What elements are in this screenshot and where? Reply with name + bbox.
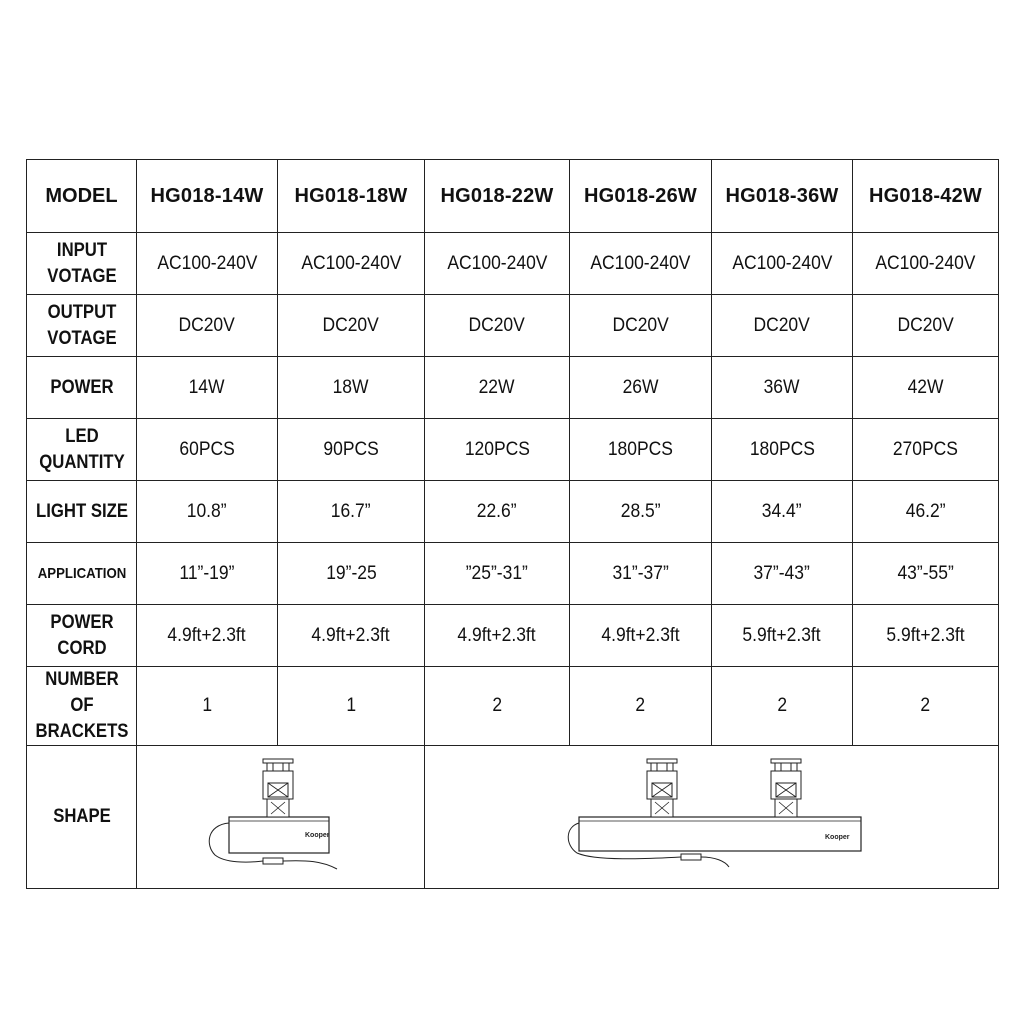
row-label-line2: BRACKETS [35, 721, 128, 742]
spec-value: 36W [764, 376, 800, 398]
spec-value: 120PCS [464, 438, 530, 460]
spec-value: AC100-240V [875, 252, 976, 274]
spec-value: 4.9ft+2.3ft [601, 624, 680, 646]
spec-table [26, 159, 999, 889]
spec-value: 34.4” [762, 500, 802, 522]
row-label-line1: INPUT [56, 239, 107, 261]
spec-value: AC100-240V [300, 252, 402, 274]
spec-value: 11”-19” [179, 562, 235, 584]
spec-value: 270PCS [892, 438, 959, 460]
row-label-line1: LIGHT SIZE [35, 500, 128, 522]
spec-value: 1 [202, 695, 212, 716]
power-row [27, 357, 999, 419]
led-quantity-row [27, 419, 999, 481]
shape-label: SHAPE [52, 806, 111, 827]
single-bracket-light-bar-illustration [137, 747, 423, 887]
spec-value: 43”-55” [897, 562, 954, 584]
bracket-icon [263, 759, 293, 817]
row-label-line2: CORD [56, 637, 107, 659]
bracket-icon [771, 759, 801, 817]
spec-value: 2 [777, 695, 787, 716]
spec-value: 22.6” [477, 500, 517, 522]
row-label [33, 295, 130, 357]
row-label [33, 357, 130, 419]
power-cord-row [27, 605, 999, 667]
row-label [33, 605, 130, 667]
model-name: HG018-26W [570, 160, 712, 233]
input-voltage-row [27, 233, 999, 295]
row-label [33, 481, 130, 543]
spec-value: 4.9ft+2.3ft [457, 624, 537, 646]
row-label-line2: QUANTITY [38, 451, 125, 473]
model-header-label: MODEL [27, 160, 137, 233]
spec-value: 5.9ft+2.3ft [886, 624, 965, 646]
row-label [33, 746, 130, 889]
spec-value: 2 [635, 695, 646, 716]
row-label-line1: POWER [49, 376, 114, 398]
shape-row [27, 746, 999, 889]
spec-value: 42W [907, 376, 944, 398]
spec-value: AC100-240V [156, 252, 258, 274]
model-name: HG018-18W [278, 160, 425, 233]
spec-value: 5.9ft+2.3ft [742, 624, 822, 646]
spec-value: 1 [346, 695, 356, 716]
row-label-line2: VOTAGE [46, 265, 117, 287]
spec-value: 37”-43” [753, 562, 811, 584]
bracket-icon [647, 759, 677, 817]
model-name: HG018-22W [425, 160, 570, 233]
spec-value: AC100-240V [446, 252, 548, 274]
row-label [33, 667, 130, 746]
spec-value: 22W [479, 376, 515, 398]
spec-value: 14W [189, 376, 225, 398]
row-label [33, 233, 130, 295]
spec-value: 4.9ft+2.3ft [167, 624, 247, 646]
spec-value: DC20V [897, 314, 954, 336]
spec-value: 60PCS [179, 438, 235, 460]
spec-value: 16.7” [331, 500, 371, 522]
row-label-line1: LED [64, 425, 99, 447]
spec-value: 4.9ft+2.3ft [311, 624, 391, 646]
spec-value: 18W [333, 376, 369, 398]
spec-value: 26W [622, 376, 659, 398]
spec-value: 10.8” [187, 500, 227, 522]
light-size-row [27, 481, 999, 543]
spec-value: 19”-25 [325, 562, 377, 584]
model-name: HG018-42W [853, 160, 999, 233]
single-bracket-shape-cell [137, 746, 425, 889]
spec-value: 31”-37” [612, 562, 669, 584]
model-name: HG018-36W [712, 160, 853, 233]
row-label-line1: APPLICATION [37, 564, 126, 582]
spec-value: DC20V [612, 314, 669, 336]
spec-value: DC20V [178, 314, 236, 336]
spec-value: 90PCS [323, 438, 379, 460]
spec-value: AC100-240V [590, 252, 691, 274]
spec-value: DC20V [322, 314, 380, 336]
row-label-line2: VOTAGE [46, 327, 117, 349]
spec-value: ”25”-31” [465, 562, 529, 584]
output-voltage-row [27, 295, 999, 357]
row-label-line1: NUMBER OF [44, 669, 119, 716]
brand-logo: Kooper [825, 834, 850, 841]
model-name: HG018-14W [137, 160, 278, 233]
spec-value: DC20V [468, 314, 526, 336]
row-label [33, 543, 130, 605]
brackets-row [27, 667, 999, 746]
brand-logo: Kooper [305, 832, 330, 839]
spec-value: 46.2” [905, 500, 946, 522]
row-label-line1: OUTPUT [47, 301, 116, 323]
spec-value: 2 [920, 695, 931, 716]
double-bracket-light-bar-illustration [425, 747, 997, 887]
spec-value: 180PCS [749, 438, 815, 460]
spec-value: 28.5” [620, 500, 661, 522]
spec-value: 180PCS [607, 438, 674, 460]
spec-value: DC20V [753, 314, 811, 336]
row-label-line1: POWER [49, 611, 114, 633]
model-row [27, 160, 999, 233]
spec-value: 2 [492, 695, 502, 716]
spec-value: AC100-240V [731, 252, 833, 274]
double-bracket-shape-cell [425, 746, 999, 889]
application-row [27, 543, 999, 605]
row-label [33, 419, 130, 481]
